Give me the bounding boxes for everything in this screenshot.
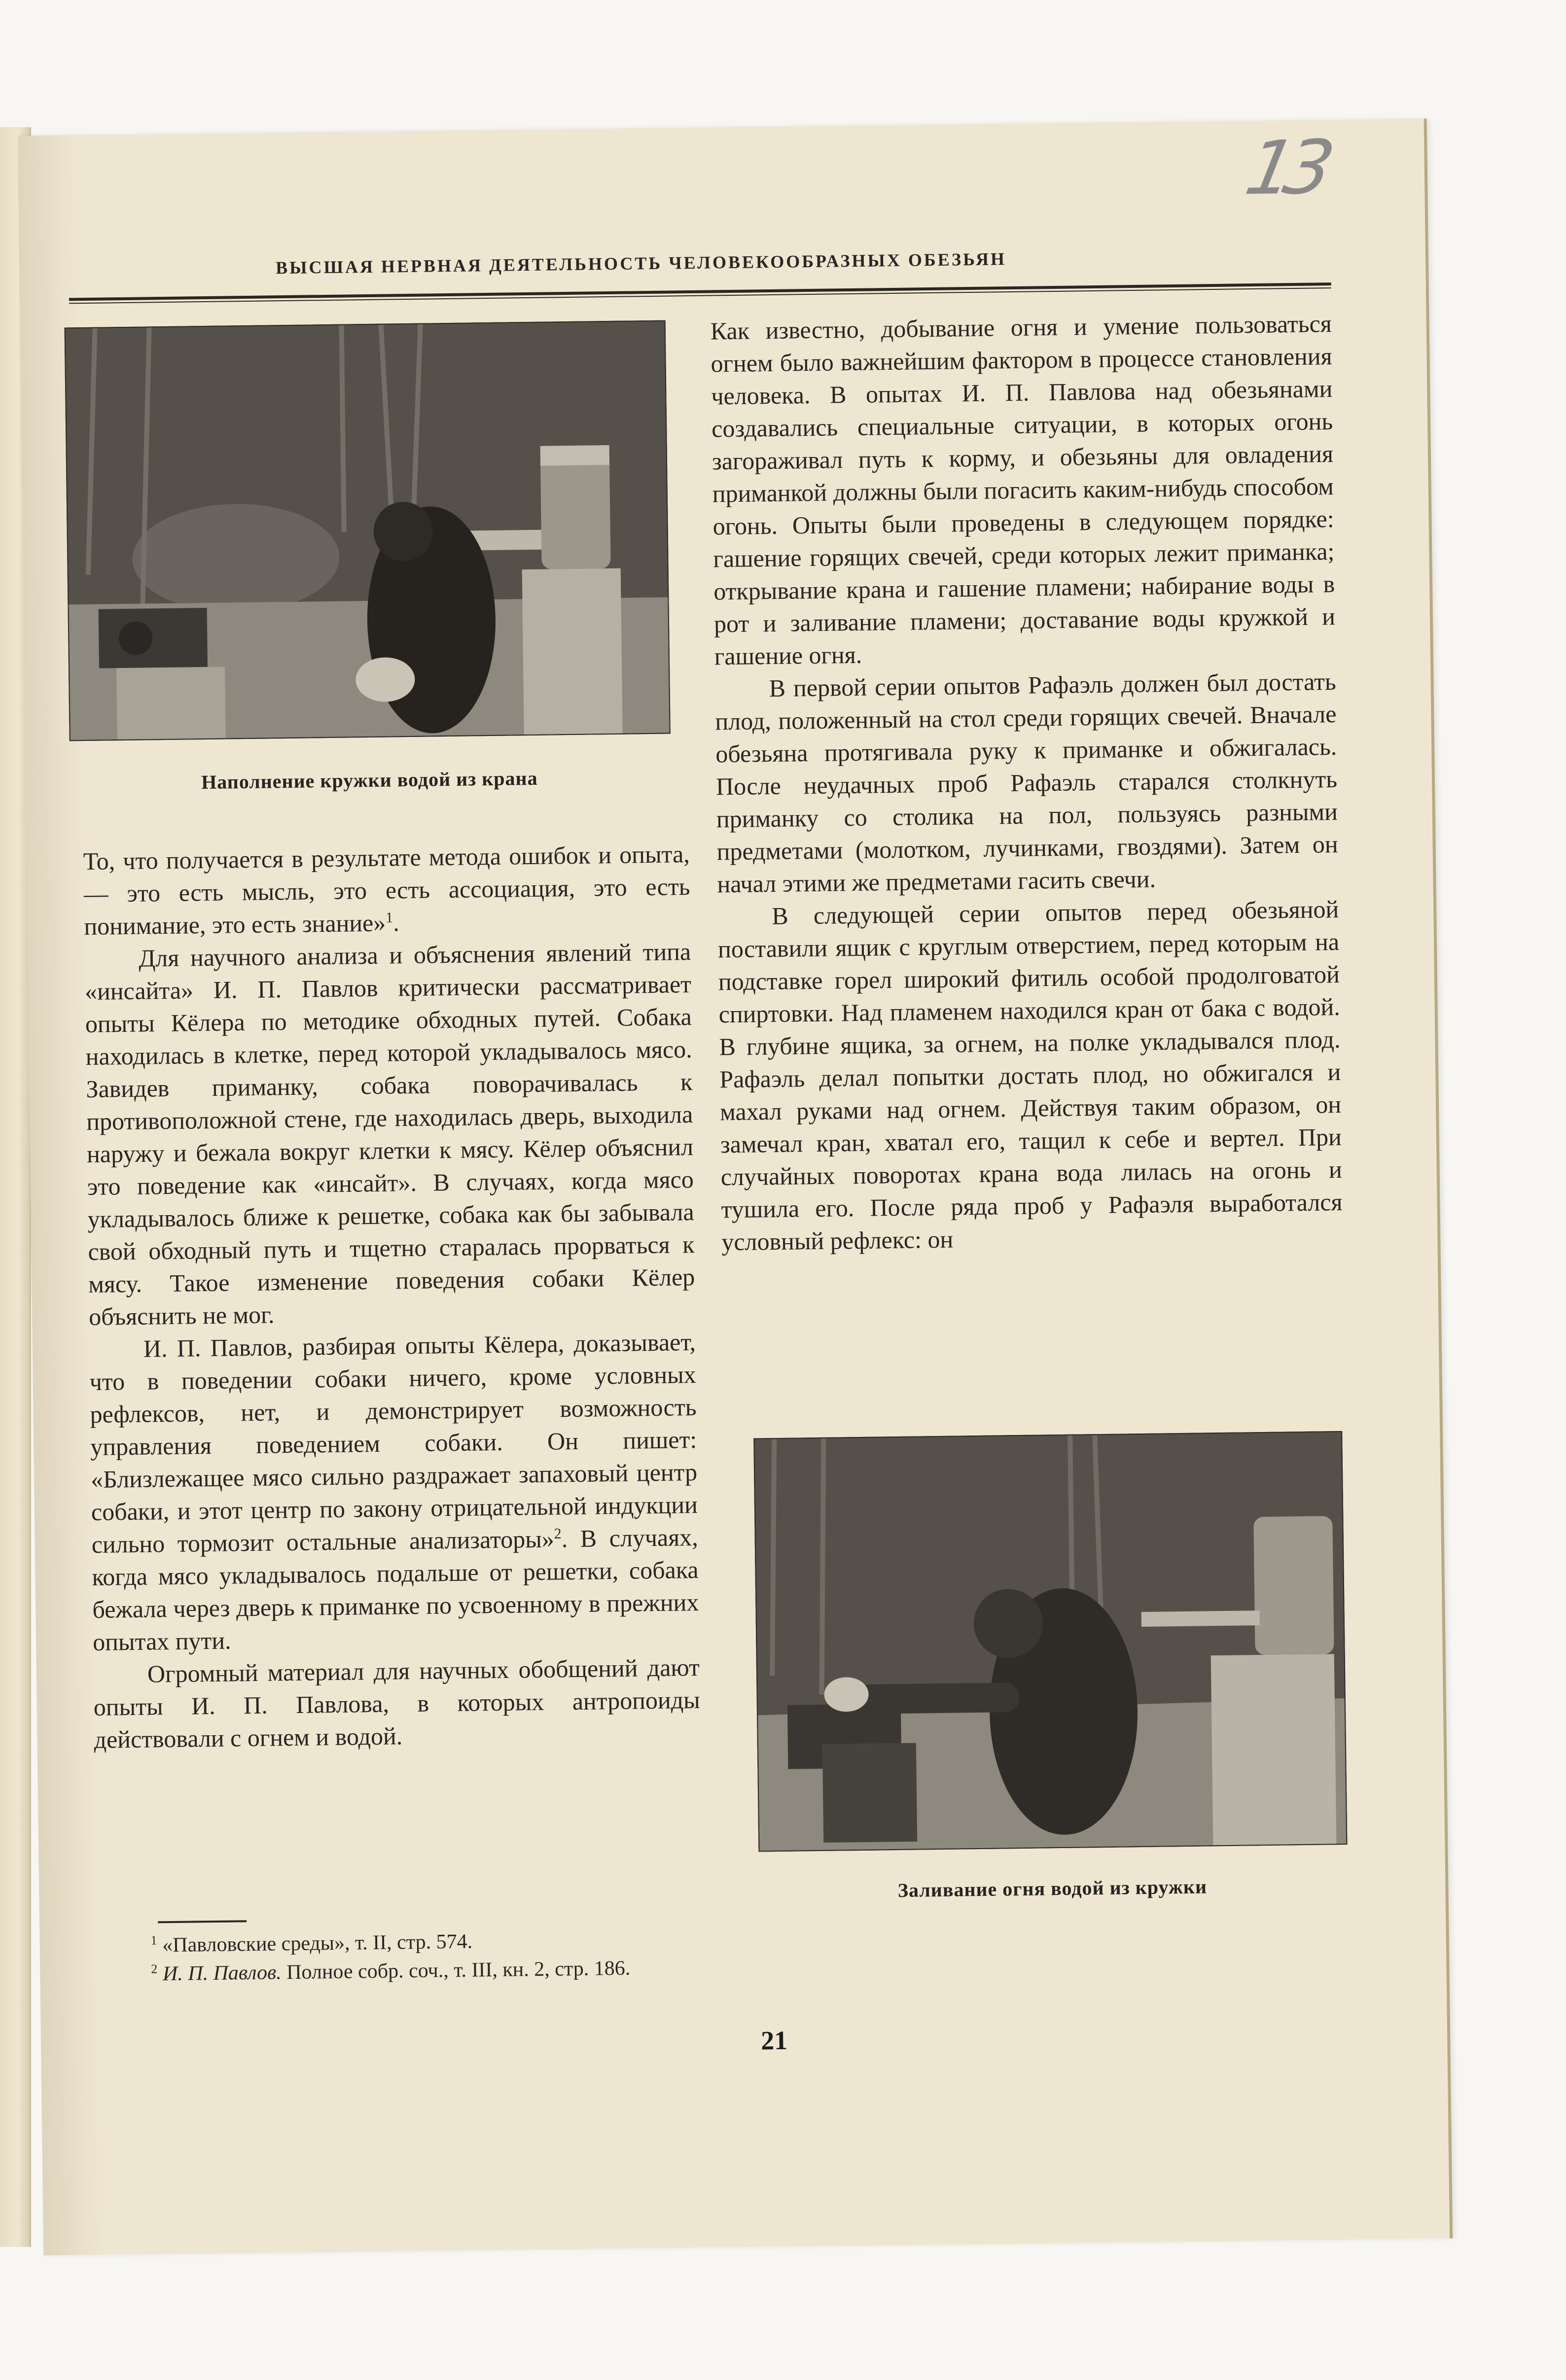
paragraph-text: . В случаях, когда мясо укладывалось подальше от решетки, собака бежала через дверь к приманке по усвоенному в прежних опытах пути. xyxy=(92,1523,699,1656)
footnotes xyxy=(96,1925,703,1989)
page-number: 21 xyxy=(760,2025,788,2056)
figure-caption: Заливание огня водой из кружки xyxy=(897,1875,1208,1902)
text-column-left xyxy=(83,838,702,1905)
paragraph: В первой серии опытов Рафаэль должен был достать плод, положенный на стол среди горящих свечей. Вначале обезьяна протягивала руку к приманке и обжигалась. После неудачных проб Рафаэль старался столкнуть приманку со столика на пол, пользуясь разными предметами (молотком, лучинками, гвоздями). Затем он начал этими же предметами гасить свечи. xyxy=(715,667,1338,898)
paragraph-text: . xyxy=(392,909,400,937)
paragraph: Как известно, добывание огня и умение пользоваться огнем было важнейшим фактором в процессе становления человека. В опытах И. П. Павлова над обезьянами создавались специальные ситуации, в которых огонь загораживал путь к корму, и обезьяны для овладения приманкой должны были погасить каким-нибудь способом огонь. Опыты были проведены в следующем порядке: гашение горящих свечей, среди которых лежит приманка; открывание крана и гашение пламени; набирание воды в рот и заливание пламени; доставание воды кружкой и гашение огня. xyxy=(710,310,1336,670)
paragraph xyxy=(89,1326,700,1658)
photo-chimp-filling-mug xyxy=(65,320,671,741)
footnote-text: «Павловские среды», т. II, стр. 574. xyxy=(162,1930,473,1957)
footnote-ref: 1 xyxy=(385,909,393,926)
figure-caption: Наполнение кружки водой из крана xyxy=(201,767,538,794)
footnote-author: И. П. Павлов. xyxy=(162,1961,282,1986)
footnote-text: Полное собр. соч., т. III, кн. 2, стр. 186. xyxy=(286,1957,631,1984)
paragraph: Для научного анализа и объяснения явлений типа «инсайта» И. П. Павлов критически рассматривает опыты Кёлера по методике обходных путей. Собака находилась в клетке, перед которой укладывалось мясо. Завидев приманку, собака поворачивалась к противоположной стене, где находилась дверь, выходила наружу и бежала вокруг клетки к мясу. Кёлер объяснил это поведение как «инсайт». В случаях, когда мясо укладывалось ближе к решетке, собака как бы забывала свой обходный путь и тщетно старалась прорваться к мясу. Такое изменение поведения собаки Кёлер объяснить не мог. xyxy=(84,938,695,1331)
footnote-mark: 2 xyxy=(151,1961,158,1976)
photo-illustration xyxy=(754,1432,1346,1851)
text-column-right xyxy=(710,307,1345,1409)
footnote-separator xyxy=(158,1920,247,1923)
running-head: ВЫСШАЯ НЕРВНАЯ ДЕЯТЕЛЬНОСТЬ ЧЕЛОВЕКООБРАЗНЫХ ОБЕЗЬЯН xyxy=(275,249,1007,278)
footnote-mark: 1 xyxy=(150,1933,157,1948)
photo-chimp-pouring-water xyxy=(753,1431,1347,1852)
header-double-rule xyxy=(69,282,1331,304)
footnote-ref: 2 xyxy=(554,1525,562,1542)
paragraph xyxy=(83,838,690,943)
photo-illustration xyxy=(66,321,670,740)
handwritten-archive-number: 13 xyxy=(1239,125,1333,212)
paragraph-text: И. П. Павлов, разбирая опыты Кёлера, доказывает, что в поведении собаки ничего, кроме условных рефлексов, нет, и демонстрирует возможность управления поведением собаки. Он пишет: «Близлежащее мясо сильно раздражает запаховый центр собаки, и этот центр по закону отрицательной индукции сильно тормозит остальные анализаторы» xyxy=(89,1328,698,1558)
book-page xyxy=(18,119,1453,2256)
paragraph: В следующей серии опытов перед обезьяной поставили ящик с круглым отверстием, перед которым на подставке горел широкий фитиль особой продолговатой спиртовки. Над пламенем находился кран от бака с водой. В глубине ящика, за огнем, на полке укладывался плод. Рафаэль делал попытки достать плод, но обжигался и махал руками над огнем. Действуя таким образом, он замечал кран, хватал его, тащил к себе и вертел. При случайных поворотах крана вода лилась на огонь и тушила его. После ряда проб у Рафаэля выработался условный рефлекс: он xyxy=(717,895,1343,1256)
paragraph: Огромный материал для научных обобщений дают опыты И. П. Павлова, в которых антропоиды действовали с огнем и водой. xyxy=(93,1653,701,1753)
paragraph-text: То, что получается в результате метода ошибок и опыта,— это есть мысль, это есть ассоциация, это есть понимание, это есть знание» xyxy=(83,840,690,941)
